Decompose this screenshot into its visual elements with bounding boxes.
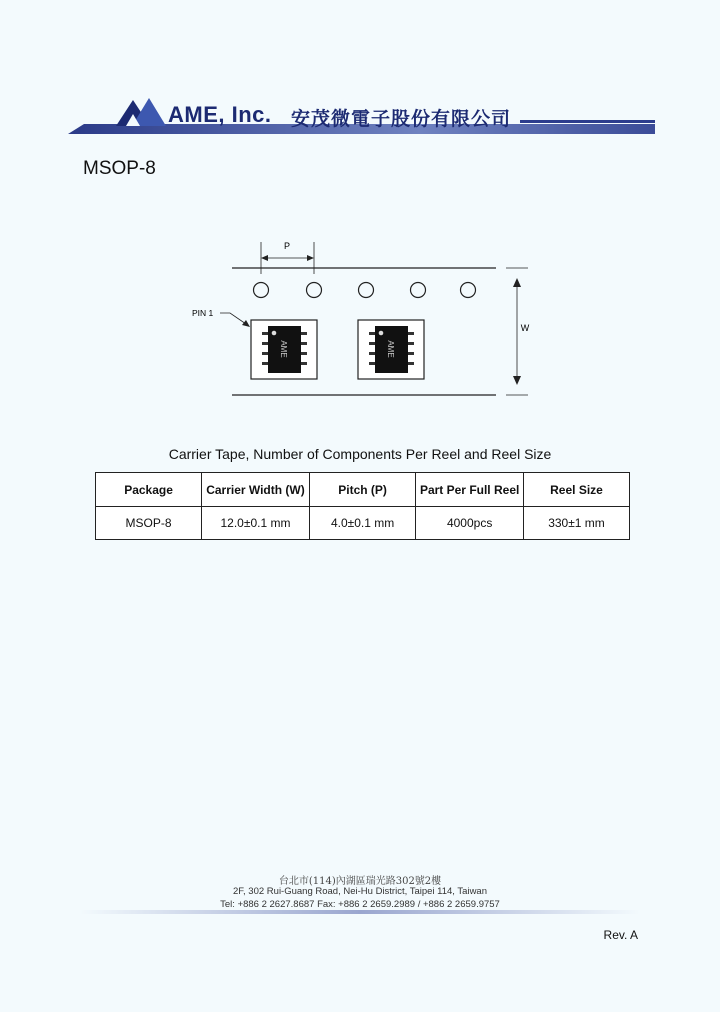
header-carrier-width: Carrier Width (W): [202, 473, 310, 507]
table-header-row: [96, 473, 630, 507]
width-label: W: [520, 323, 530, 333]
cell-carrier-width: 12.0±0.1 mm: [202, 507, 310, 540]
chip-marking: AME: [386, 340, 395, 358]
ame-mountain-logo-icon: [116, 96, 166, 126]
table-caption: Carrier Tape, Number of Components Per Reel and Reel Size: [168, 446, 552, 462]
component-pocket-1: [251, 320, 317, 379]
company-name-zh: 安茂微電子股份有限公司: [291, 108, 512, 130]
cell-package: MSOP-8: [96, 507, 202, 540]
package-title: MSOP-8: [83, 158, 156, 179]
footer-address-en: 2F, 302 Rui-Guang Road, Nei-Hu District, Taipei 114, Taiwan: [233, 886, 487, 897]
footer-phone: Tel: +886 2 2627.8687 Fax: +886 2 2659.2989 / +886 2 2659.9757: [220, 899, 500, 910]
pitch-label: P: [283, 241, 291, 251]
header-pitch: Pitch (P): [309, 473, 415, 507]
page-header: [0, 90, 720, 140]
sprocket-hole: [411, 283, 426, 298]
cell-reel-size: 330±1 mm: [524, 507, 630, 540]
header-part-per-reel: Part Per Full Reel: [416, 473, 524, 507]
sprocket-hole: [254, 283, 269, 298]
header-reel-size: Reel Size: [524, 473, 630, 507]
revision-label: Rev. A: [603, 928, 638, 942]
carrier-tape-diagram: [180, 230, 540, 410]
pin1-label: PIN 1: [192, 308, 214, 318]
component-pocket-2: [358, 320, 424, 379]
company-name-en: AME, Inc.: [168, 102, 272, 127]
reel-spec-table: [95, 472, 630, 540]
table-row: [96, 507, 630, 540]
header-package: Package: [96, 473, 202, 507]
chip-marking: AME: [279, 340, 288, 358]
footer-address-zh: 台北市(114)內湖區瑞光路302號2樓: [278, 876, 442, 887]
cell-pitch: 4.0±0.1 mm: [309, 507, 415, 540]
sprocket-hole: [307, 283, 322, 298]
footer-divider: [80, 908, 640, 916]
cell-part-per-reel: 4000pcs: [416, 507, 524, 540]
sprocket-hole: [359, 283, 374, 298]
sprocket-hole: [461, 283, 476, 298]
